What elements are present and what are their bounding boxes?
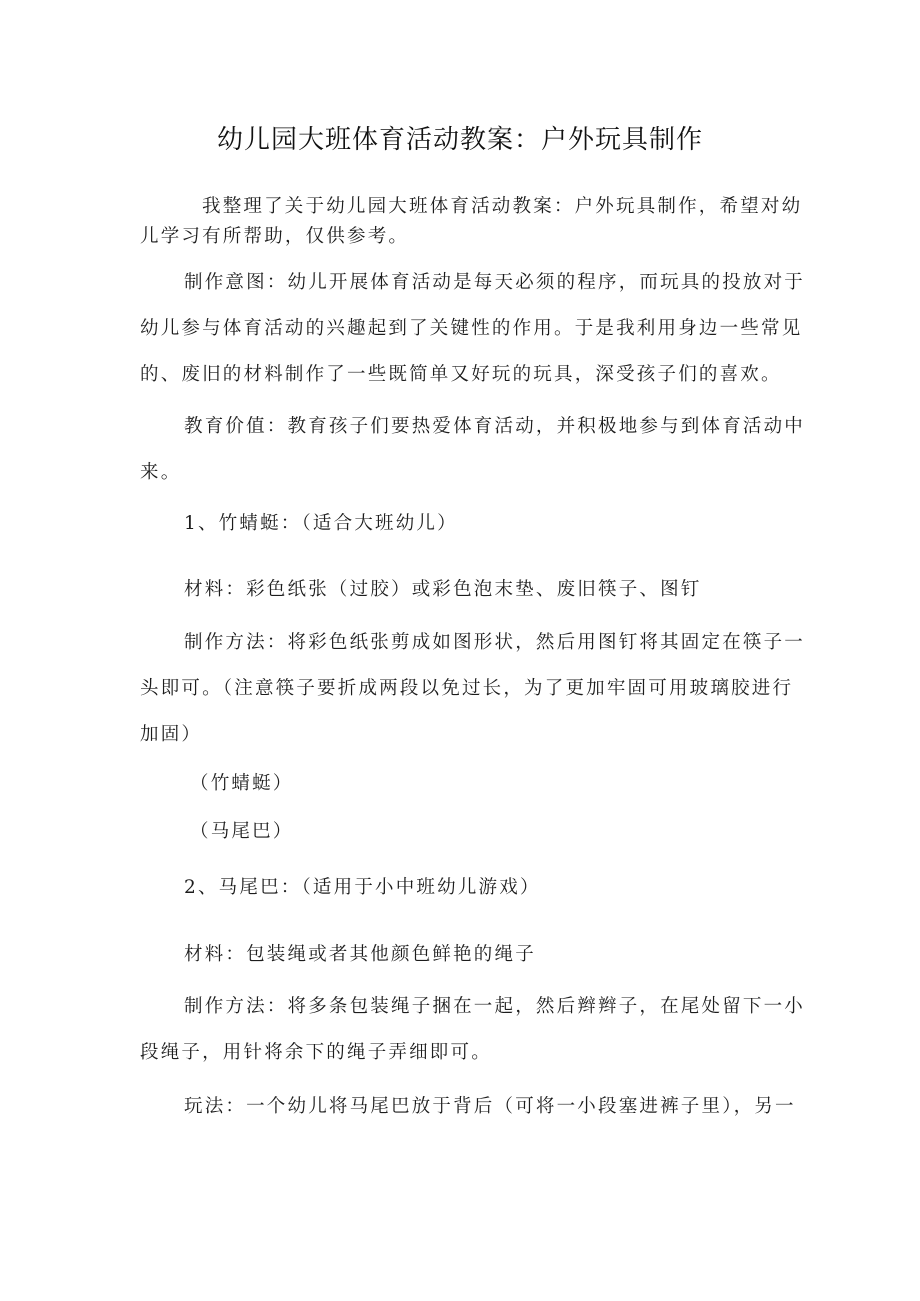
item2-materials: 材料：包装绳或者其他颜色鲜艳的绳子 [184,944,536,965]
item1-method-line-2: 头即可。（注意筷子要折成两段以免过长，为了更加牢固可用玻璃胶进行 [140,678,794,699]
item1-method-line-1: 制作方法：将彩色纸张剪成如图形状，然后用图钉将其固定在筷子一 [184,632,806,653]
purpose-paragraph [140,260,806,398]
caption-horse-tail: （马尾巴） [190,821,294,842]
item1-materials: 材料：彩色纸张（过胶）或彩色泡末垫、废旧筷子、图钉 [184,579,702,600]
item2-play [140,1084,796,1130]
item2-heading: 2、马尾巴：（适用于小中班幼儿游戏） [184,877,541,898]
intro-line-2: 儿学习有所帮助，仅供参考。 [140,226,410,247]
item2-play-line-1: 玩法：一个幼儿将马尾巴放于背后（可将一小段塞进裤子里），另一 [184,1096,796,1117]
value-paragraph [140,404,806,496]
value-line-1: 教育价值：教育孩子们要热爱体育活动，并积极地参与到体育活动中 [184,416,806,437]
intro-line-1: 我整理了关于幼儿园大班体育活动教案：户外玩具制作，希望对幼 [202,196,803,217]
intro-paragraph [140,192,803,252]
item2-method-line-1: 制作方法：将多条包装绳子捆在一起，然后辫辫子，在尾处留下一小 [184,996,806,1017]
item2-method-line-2: 段绳子，用针将余下的绳子弄细即可。 [140,1042,492,1063]
item1-heading: 1、竹蜻蜓：（适合大班幼儿） [184,513,458,534]
caption-bamboo-dragonfly: （竹蜻蜓） [190,773,294,794]
value-line-2: 来。 [140,462,182,483]
purpose-line-2: 幼儿参与体育活动的兴趣起到了关键性的作用。于是我利用身边一些常见 [140,318,803,339]
item1-method [140,620,806,758]
purpose-line-1: 制作意图：幼儿开展体育活动是每天必须的程序，而玩具的投放对于 [184,272,806,293]
item2-method [140,984,806,1076]
purpose-line-3: 的、废旧的材料制作了一些既简单又好玩的玩具，深受孩子们的喜欢。 [140,364,782,385]
document-title: 幼儿园大班体育活动教案：户外玩具制作 [216,125,703,155]
item1-method-line-3: 加固） [140,724,203,745]
